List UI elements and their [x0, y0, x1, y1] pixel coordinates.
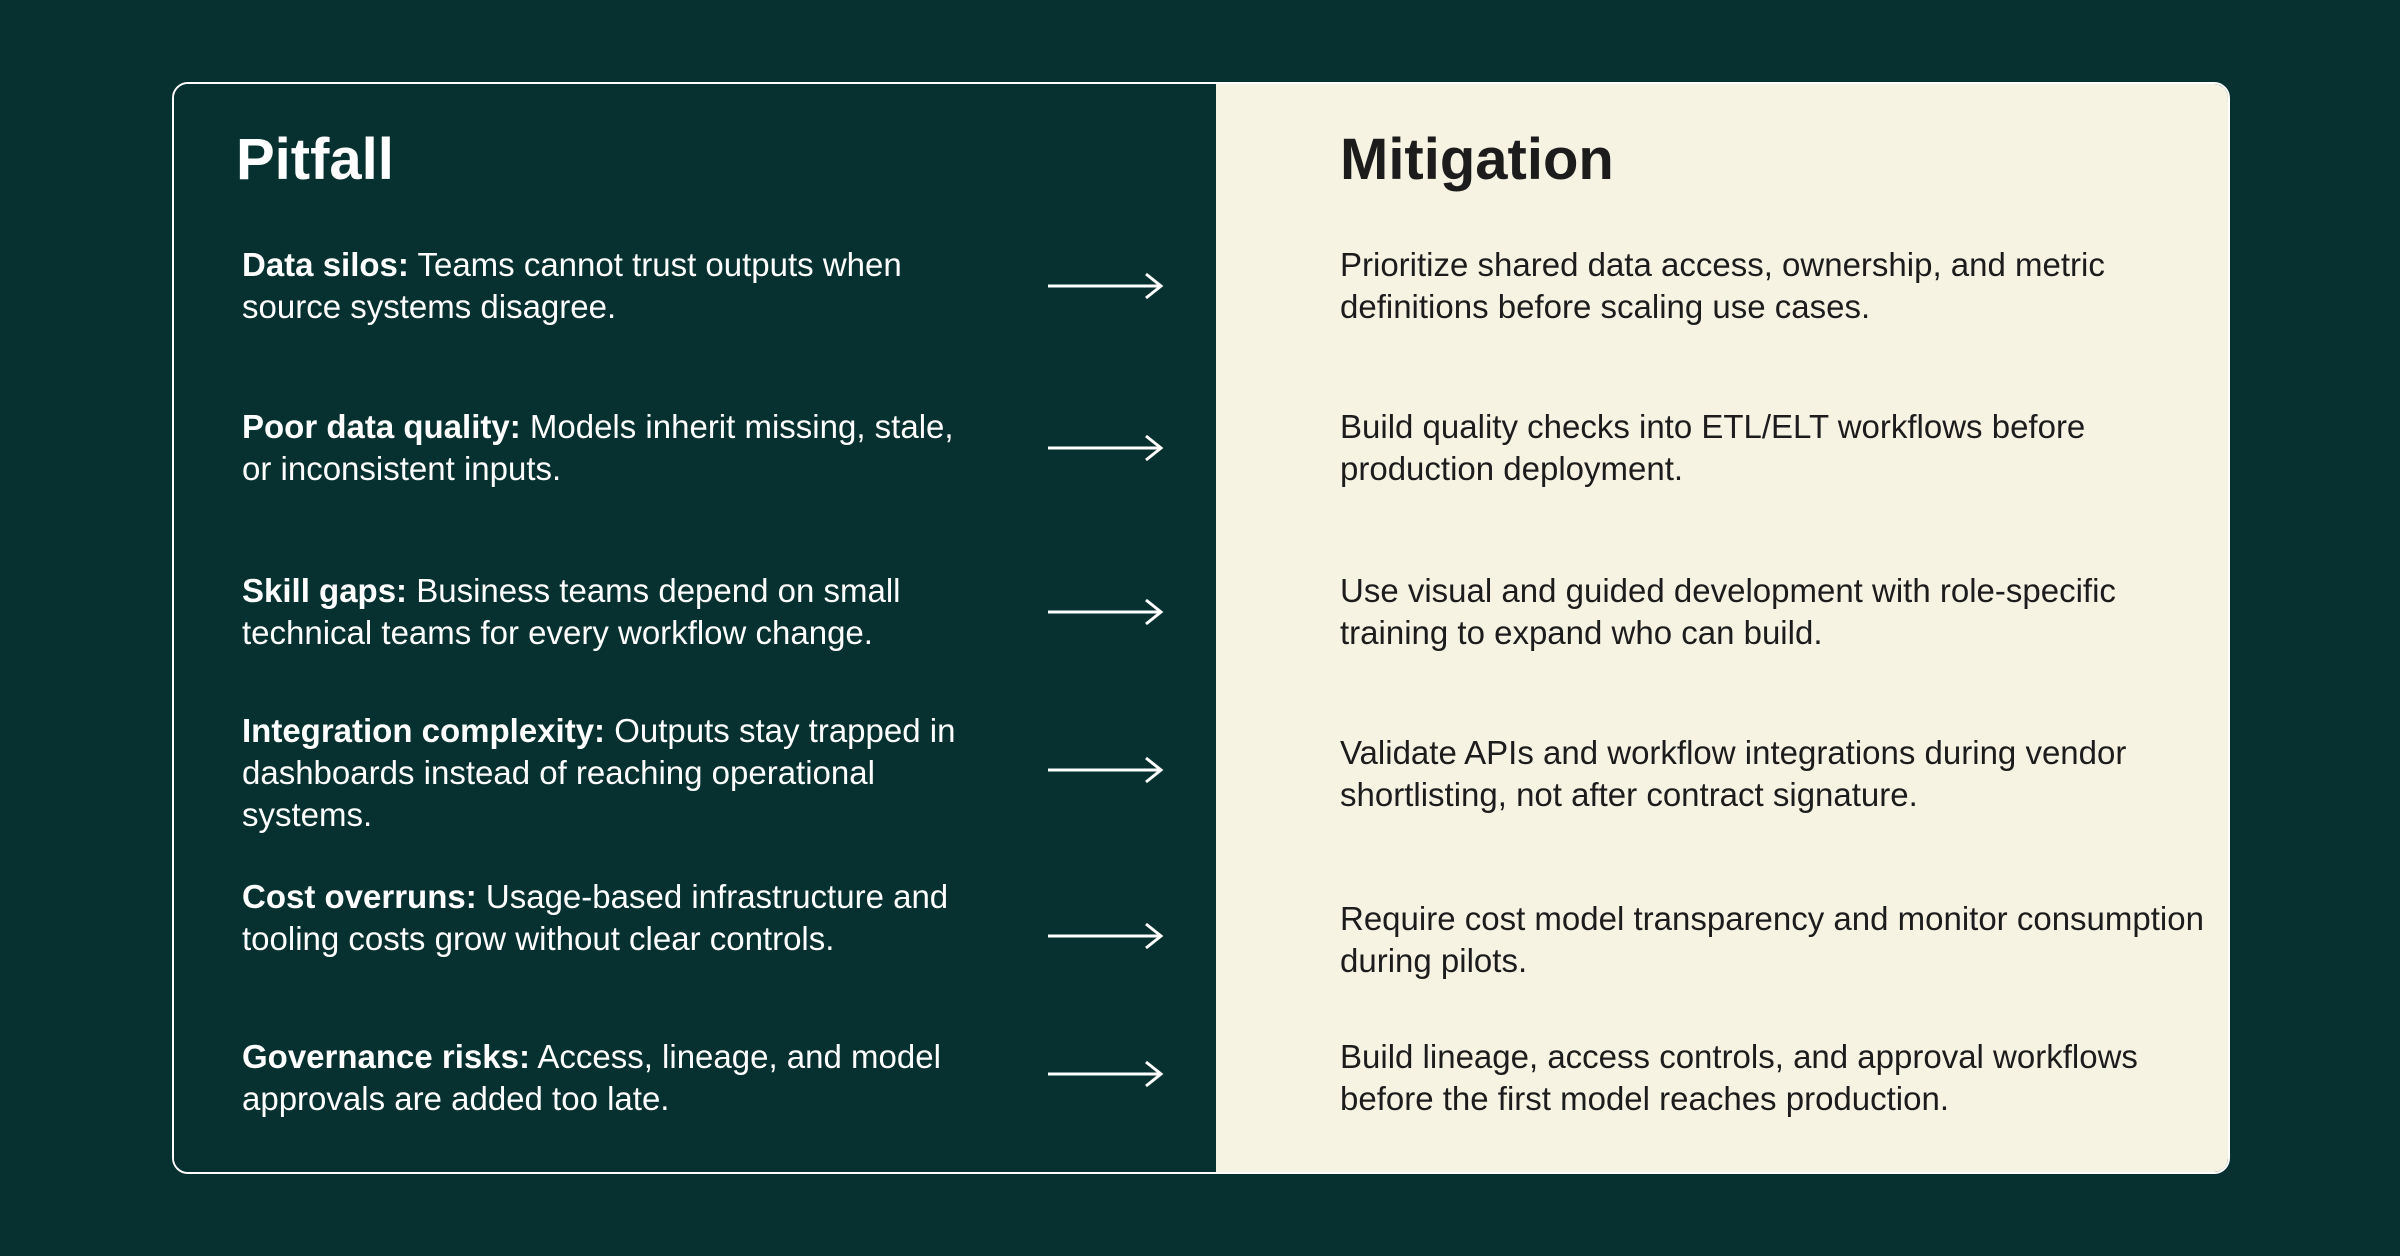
- arrow-right-icon: [1046, 754, 1166, 786]
- arrow-right-icon: [1046, 270, 1166, 302]
- pitfall-title: Cost overruns:: [242, 878, 477, 915]
- mitigation-text: Use visual and guided development with role-specific training to expand who can build.: [1340, 572, 2116, 651]
- mitigation-text: Require cost model transparency and monitor consumption during pilots.: [1340, 900, 2204, 979]
- arrow-right-icon: [1046, 920, 1166, 952]
- pitfall-text: [242, 570, 962, 654]
- arrow-right-icon: [1046, 432, 1166, 464]
- pitfall-description: Business teams depend on small technical teams for every workflow change.: [242, 572, 901, 651]
- pitfall-text: [242, 876, 962, 960]
- pitfall-text: [242, 710, 962, 836]
- pitfall-text: [242, 406, 962, 490]
- pitfall-description: Outputs stay trapped in dashboards instead of reaching operational systems.: [242, 712, 956, 833]
- pitfall-title: Poor data quality:: [242, 408, 521, 445]
- pitfall-description: Access, lineage, and model approvals are added too late.: [242, 1038, 941, 1117]
- pitfall-title: Data silos:: [242, 246, 409, 283]
- pitfall-description: Teams cannot trust outputs when source systems disagree.: [242, 246, 902, 325]
- pitfall-mitigation-table: [172, 82, 2230, 1174]
- pitfall-title: Governance risks:: [242, 1038, 530, 1075]
- pitfall-title: Skill gaps:: [242, 572, 408, 609]
- mitigation-text: Build lineage, access controls, and approval workflows before the first model reaches production.: [1340, 1038, 2138, 1117]
- pitfall-description: Usage-based infrastructure and tooling costs grow without clear controls.: [242, 878, 949, 957]
- pitfall-heading: Pitfall: [236, 127, 394, 192]
- arrow-right-icon: [1046, 1058, 1166, 1090]
- mitigation-text: Build quality checks into ETL/ELT workflows before production deployment.: [1340, 408, 2086, 487]
- pitfall-text: [242, 1036, 962, 1120]
- mitigation-text: Validate APIs and workflow integrations during vendor shortlisting, not after contract signature.: [1340, 734, 2127, 813]
- pitfall-description: Models inherit missing, stale, or inconsistent inputs.: [242, 408, 954, 487]
- arrow-right-icon: [1046, 596, 1166, 628]
- pitfall-text: [242, 244, 962, 328]
- pitfall-title: Integration complexity:: [242, 712, 606, 749]
- mitigation-heading: Mitigation: [1340, 127, 1614, 192]
- mitigation-text: Prioritize shared data access, ownership, and metric definitions before scaling use cases.: [1340, 246, 2105, 325]
